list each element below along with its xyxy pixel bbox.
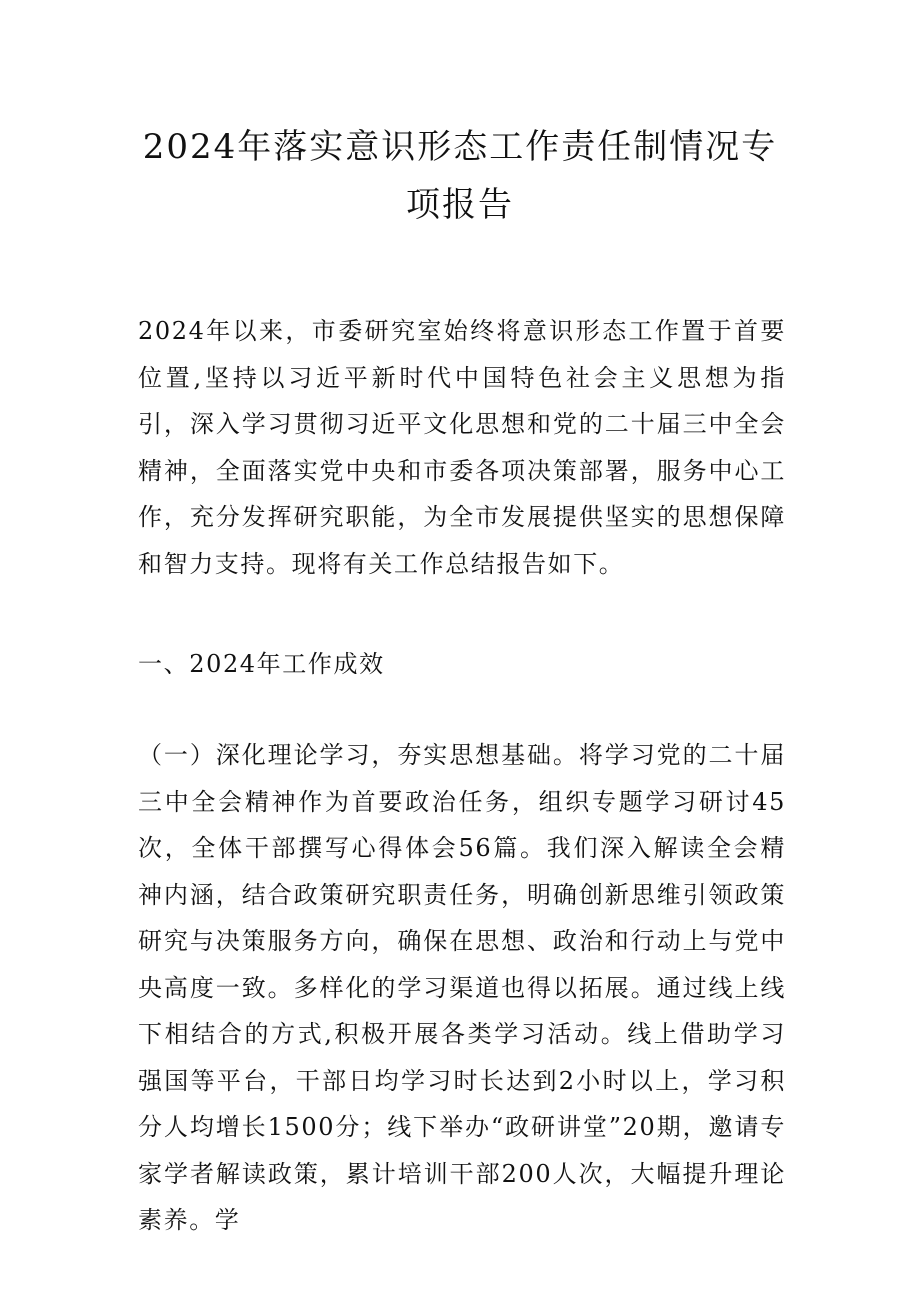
intro-paragraph: 2024年以来，市委研究室始终将意识形态工作置于首要位置,坚持以习近平新时代中国特色社会主义思想为指引，深入学习贯彻习近平文化思想和党的二十届三中全会精神，全面落实党中央和市委各项决策部署，服务中心工作，充分发挥研究职能，为全市发展提供坚实的思想保障和智力支持。现将有关工作总结报告如下。 [138, 317, 786, 578]
section-1-paragraph: （一）深化理论学习，夯实思想基础。将学习党的二十届三中全会精神作为首要政治任务，组织专题学习研讨45次，全体干部撰写心得体会56篇。我们深入解读全会精神内涵，结合政策研究职责任务，明确创新思维引领政策研究与决策服务方向，确保在思想、政治和行动上与党中央高度一致。多样化的学习渠道也得以拓展。通过线上线下相结合的方式,积极开展各类学习活动。线上借助学习强国等平台，干部日均学习时长达到2小时以上，学习积分人均增长1500分；线下举办“政研讲堂”20期，邀请专家学者解读政策，累计培训干部200人次，大幅提升理论素养。学 [138, 741, 786, 1234]
section-heading: 一、2024年工作成效 [138, 650, 385, 678]
document-title: 2024年落实意识形态工作责任制情况专项报告 [142, 127, 778, 225]
